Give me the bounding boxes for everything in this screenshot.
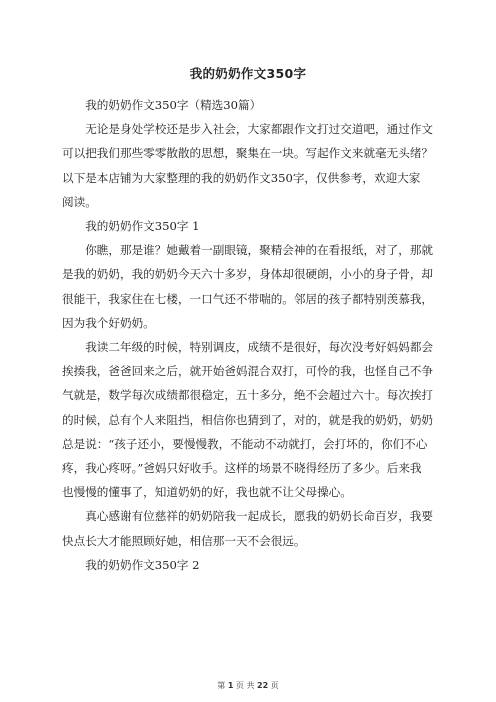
paragraph-line: 也慢慢的懂事了，知道奶奶的好，我也就不让父母操心。 <box>62 485 352 500</box>
paragraph-body <box>62 335 434 504</box>
paragraph-line: 因为我个好奶奶。 <box>62 315 155 330</box>
section-heading <box>62 214 434 238</box>
paragraph-intro <box>62 117 434 214</box>
document-title: 我的奶奶作文350字 <box>189 66 307 81</box>
paragraph-line: 疼，我心疼呀。”爸妈只好收手。这样的场景不晓得经历了多少。后来我 <box>62 461 422 476</box>
page-footer <box>0 680 496 691</box>
paragraph-line: 总是说：“孩子还小，要慢慢教，不能动不动就打，会打坏的，你们不心 <box>62 436 428 451</box>
paragraph-line: 我读二年级的时候，特别调皮，成绩不是很好，每次没考好妈妈都会 <box>85 340 434 355</box>
paragraph-line: 很能干，我家住在七楼，一口气还不带喘的。邻居的孩子都特别羡慕我， <box>62 291 434 306</box>
footer-total-pages: 22 <box>257 681 269 690</box>
paragraph-line: 以下是本店铺为大家整理的我的奶奶作文350字，仅供参考，欢迎大家 <box>62 170 421 185</box>
paragraph-body <box>62 504 434 552</box>
paragraph-body <box>62 238 434 335</box>
paragraph-subtitle <box>62 93 434 117</box>
paragraph-line: 气就是，数学每次成绩都很稳定，五十多分，绝不会超过六十。每次挨打 <box>62 388 434 403</box>
footer-suffix: 页 <box>270 681 279 690</box>
paragraph-line: 你瞧，那是谁？她戴着一副眼镜，聚精会神的在看报纸，对了，那就 <box>85 243 434 258</box>
footer-middle: 页 共 <box>235 681 255 690</box>
document-body <box>62 93 434 577</box>
paragraph-line: 阅读。 <box>62 194 97 209</box>
section-heading <box>62 553 434 577</box>
paragraph-line: 可以把我们那些零零散散的思想，聚集在一块。写起作文来就毫无头绪？ <box>62 146 434 161</box>
paragraph-line: 挨揍我，爸爸回来之后，就开始爸妈混合双打，可怜的我，也怪自己不争 <box>62 364 434 379</box>
footer-current-page: 1 <box>227 681 234 690</box>
paragraph-line: 快点长大才能照顾好她，相信那一天不会很远。 <box>62 533 306 548</box>
paragraph-line: 是我的奶奶，我的奶奶今天六十多岁，身体却很硬朗，小小的身子骨，却 <box>62 267 434 282</box>
paragraph-text: 我的奶奶作文350字（精选30篇） <box>85 98 262 112</box>
paragraph-line: 无论是身处学校还是步入社会，大家都跟作文打过交道吧，通过作文 <box>85 122 434 137</box>
paragraph-text: 我的奶奶作文350字 1 <box>85 219 200 234</box>
paragraph-line: 真心感谢有位慈祥的奶奶陪我一起成长，愿我的奶奶长命百岁，我要 <box>85 509 434 524</box>
paragraph-text: 我的奶奶作文350字 2 <box>85 557 200 572</box>
footer-prefix: 第 <box>217 681 226 690</box>
paragraph-line: 的时候，总有个人来阻挡，相信你也猜到了，对的，就是我的奶奶，奶奶 <box>62 412 434 427</box>
